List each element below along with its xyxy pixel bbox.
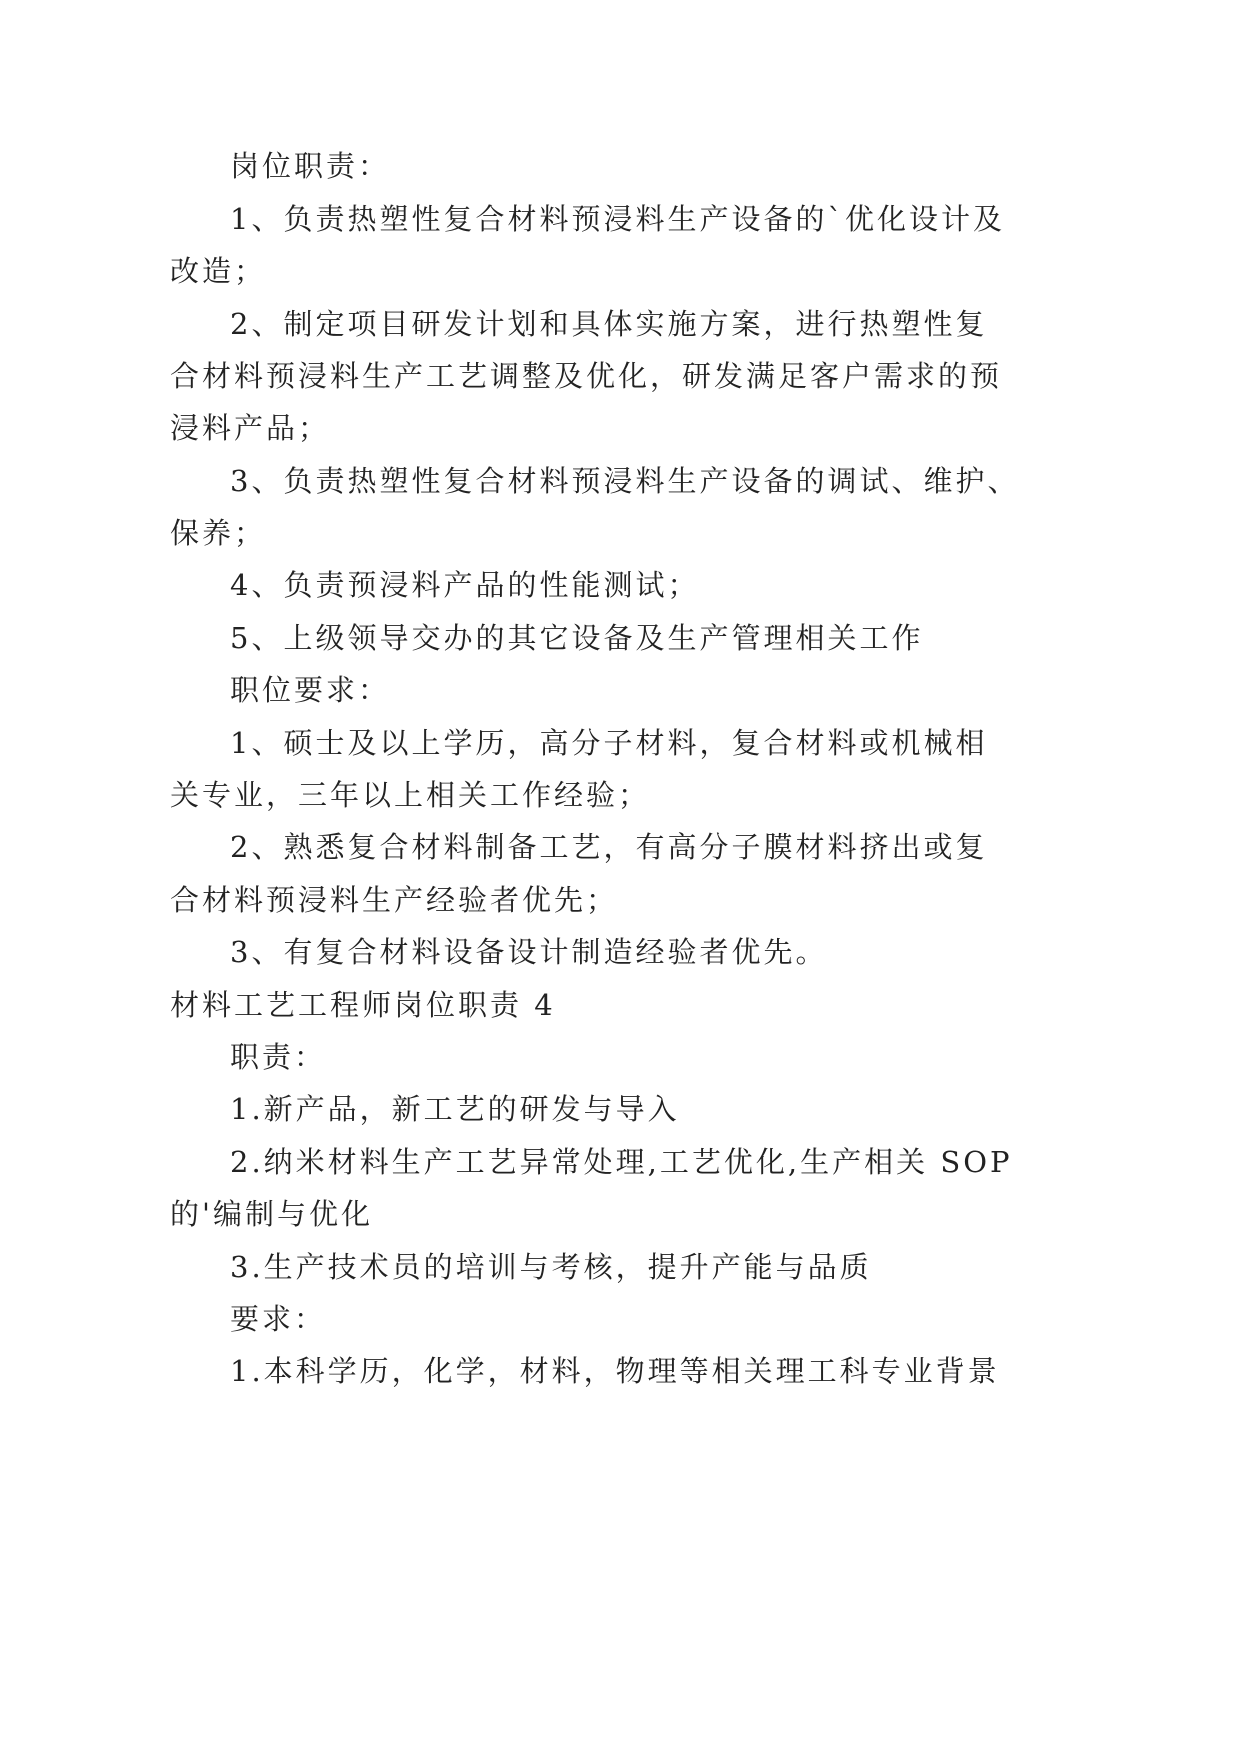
paragraph-line: 2、制定项目研发计划和具体实施方案，进行热塑性复 — [230, 307, 988, 341]
paragraph-line: 1.本科学历，化学，材料，物理等相关理工科专业背景 — [230, 1354, 1000, 1388]
paragraph-line: 2.纳米材料生产工艺异常处理,工艺优化,生产相关 SOP — [230, 1145, 1013, 1179]
paragraph-line: 4、负责预浸料产品的性能测试； — [230, 568, 700, 602]
paragraph-line: 1、负责热塑性复合材料预浸料生产设备的`优化设计及 — [230, 202, 1005, 236]
paragraph-line: 保养； — [170, 516, 267, 550]
paragraph-line: 合材料预浸料生产工艺调整及优化，研发满足客户需求的预 — [170, 359, 1003, 393]
paragraph-line: 5、上级领导交办的其它设备及生产管理相关工作 — [230, 621, 924, 655]
paragraph-line: 的'编制与优化 — [170, 1197, 373, 1231]
paragraph-line: 1.新产品，新工艺的研发与导入 — [230, 1092, 680, 1126]
paragraph-line: 2、熟悉复合材料制备工艺，有高分子膜材料挤出或复 — [230, 830, 988, 864]
paragraph-line: 合材料预浸料生产经验者优先； — [170, 883, 619, 917]
section-heading-requirements: 职位要求： — [230, 673, 391, 707]
paragraph-line: 3、负责热塑性复合材料预浸料生产设备的调试、维护、 — [230, 464, 1020, 498]
section-heading-responsibilities: 岗位职责： — [230, 149, 391, 183]
paragraph-line: 3.生产技术员的培训与考核，提升产能与品质 — [230, 1250, 872, 1284]
paragraph-line: 关专业，三年以上相关工作经验； — [170, 778, 651, 812]
paragraph-line: 1、硕士及以上学历，高分子材料，复合材料或机械相 — [230, 726, 988, 760]
paragraph-line: 浸料产品； — [170, 411, 331, 445]
section-heading-requirements-2: 要求： — [230, 1302, 327, 1336]
section-heading-duties: 职责： — [230, 1040, 327, 1074]
document-section-title: 材料工艺工程师岗位职责 4 — [170, 988, 556, 1022]
paragraph-line: 3、有复合材料设备设计制造经验者优先。 — [230, 935, 828, 969]
paragraph-line: 改造； — [170, 254, 267, 288]
